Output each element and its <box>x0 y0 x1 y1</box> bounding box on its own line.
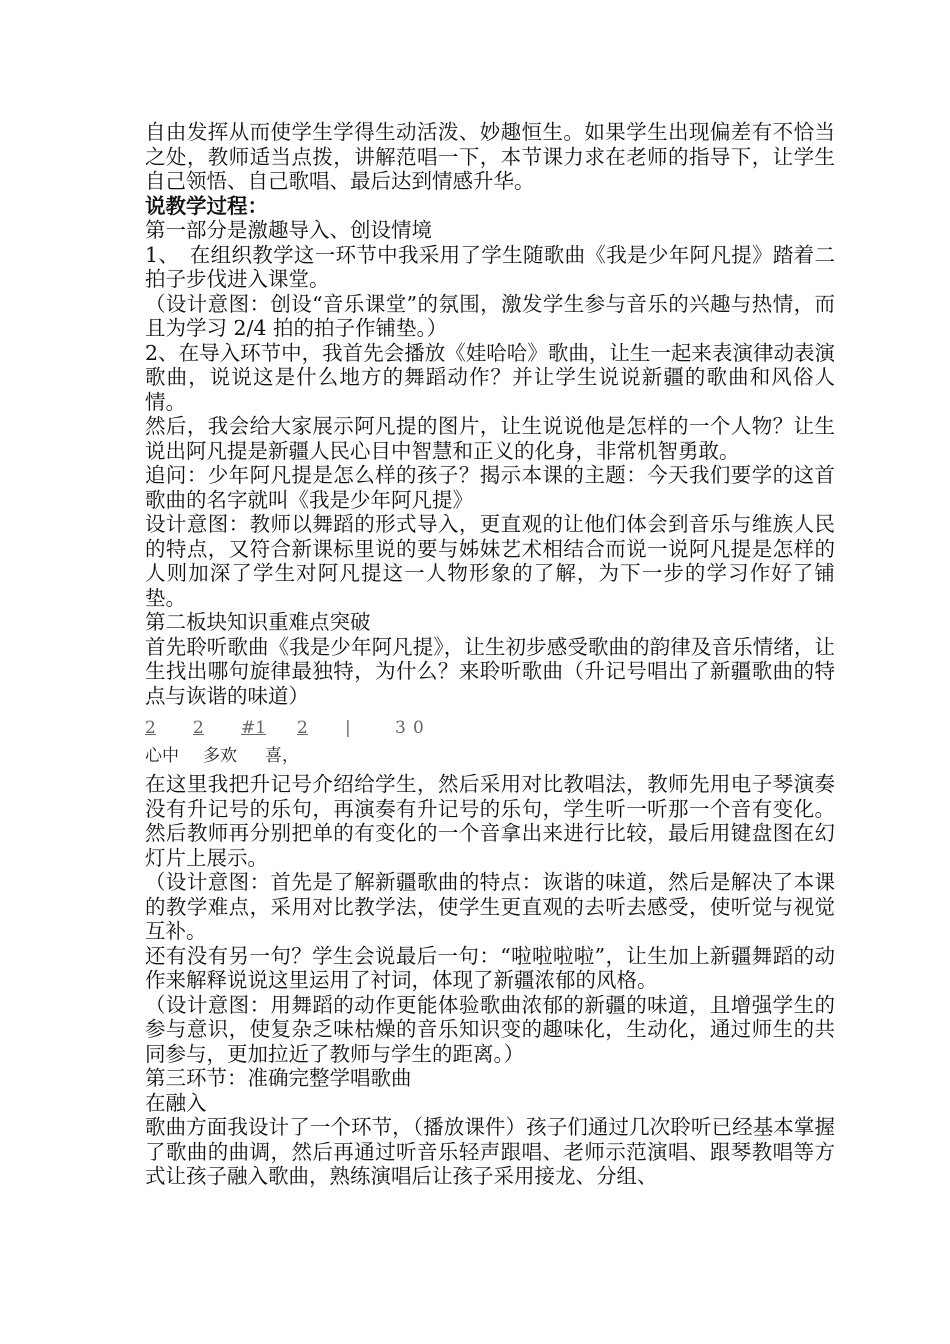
paragraph: （设计意图：创设“音乐课堂”的氛围，激发学生参与音乐的兴趣与热情，而且为学习 2/4 拍的拍子作铺垫。） <box>145 291 835 340</box>
section-heading: 说教学过程： <box>145 193 268 218</box>
lyric: 多欢 <box>203 746 237 766</box>
paragraph: 2、在导入环节中，我首先会播放《娃哈哈》歌曲，让生一起来表演律动表演歌曲，说说这是什么地方的舞蹈动作？并让学生说说新疆的歌曲和风俗人情。 <box>145 340 835 414</box>
note: 2 <box>145 718 156 738</box>
note: 0 <box>413 718 424 738</box>
lyrics-line <box>145 738 835 772</box>
lyric: 心中 <box>145 746 179 766</box>
paragraph: 第三环节：准确完整学唱歌曲 <box>145 1066 412 1090</box>
note: 3 <box>395 718 406 738</box>
paragraph: 第二板块知识重难点突破 <box>145 610 371 634</box>
bar-line: | <box>345 718 351 738</box>
music-notation <box>145 716 835 738</box>
paragraph: 1、 在组织教学这一环节中我采用了学生随歌曲《我是少年阿凡提》踏着二拍子步伐进入课堂。 <box>145 242 835 291</box>
paragraph: 在融入 <box>145 1090 207 1115</box>
paragraph: 设计意图：教师以舞蹈的形式导入，更直观的让他们体会到音乐与维族人民的特点，又符合新课标里说的要与姊妹艺术相结合而说一说阿凡提是怎样的人则加深了学生对阿凡提这一人物形象的了解，为下一步的学习作好了铺垫。 <box>145 512 835 610</box>
note: 2 <box>297 718 308 738</box>
paragraph: 还有没有另一句？学生会说最后一句：“啦啦啦啦”，让生加上新疆舞蹈的动作来解释说说这里运用了衬词，体现了新疆浓郁的风格。 <box>145 943 835 992</box>
paragraph: 首先聆听歌曲《我是少年阿凡提》，让生初步感受歌曲的韵律及音乐情绪，让生找出哪句旋律最独特，为什么？来聆听歌曲（升记号唱出了新疆歌曲的特点与诙谐的味道） <box>145 634 835 708</box>
note: 2 <box>193 718 204 738</box>
paragraph: （设计意图：首先是了解新疆歌曲的特点：诙谐的味道，然后是解决了本课的教学难点，采用对比教学法，使学生更直观的去听去感受，使听觉与视觉互补。 <box>145 870 835 943</box>
paragraph: 在这里我把升记号介绍给学生，然后采用对比教唱法，教师先用电子琴演奏没有升记号的乐句，再演奏有升记号的乐句，学生听一听那一个音有变化。然后教师再分别把单的有变化的一个音拿出来进行比较，最后用键盘图在幻灯片上展示。 <box>145 772 835 870</box>
paragraph: （设计意图：用舞蹈的动作更能体验歌曲浓郁的新疆的味道，且增强学生的参与意识，使复杂乏味枯燥的音乐知识变的趣味化，生动化，通过师生的共同参与，更加拉近了教师与学生的距离。） <box>145 992 835 1066</box>
paragraph: 第一部分是激趣导入、创设情境 <box>145 218 432 242</box>
paragraph: 歌曲方面我设计了一个环节，（播放课件）孩子们通过几次聆听已经基本掌握了歌曲的曲调，然后再通过听音乐轻声跟唱、老师示范演唱、跟琴教唱等方式让孩子融入歌曲，熟练演唱后让孩子采用接龙、分组、 <box>145 1115 835 1188</box>
paragraph: 然后，我会给大家展示阿凡提的图片，让生说说他是怎样的一个人物？让生说出阿凡提是新疆人民心目中智慧和正义的化身，非常机智勇敢。 <box>145 414 835 463</box>
paragraph: 自由发挥从而使学生学得生动活泼、妙趣恒生。如果学生出现偏差有不恰当之处，教师适当点拨，讲解范唱一下，本节课力求在老师的指导下，让学生自己领悟、自己歌唱、最后达到情感升华。 <box>145 120 835 193</box>
lyric: 喜， <box>265 746 299 766</box>
note: #1 <box>241 718 267 738</box>
paragraph: 追问：少年阿凡提是怎么样的孩子？揭示本课的主题：今天我们要学的这首歌曲的名字就叫《我是少年阿凡提》 <box>145 463 835 512</box>
document-page <box>145 120 835 1189</box>
